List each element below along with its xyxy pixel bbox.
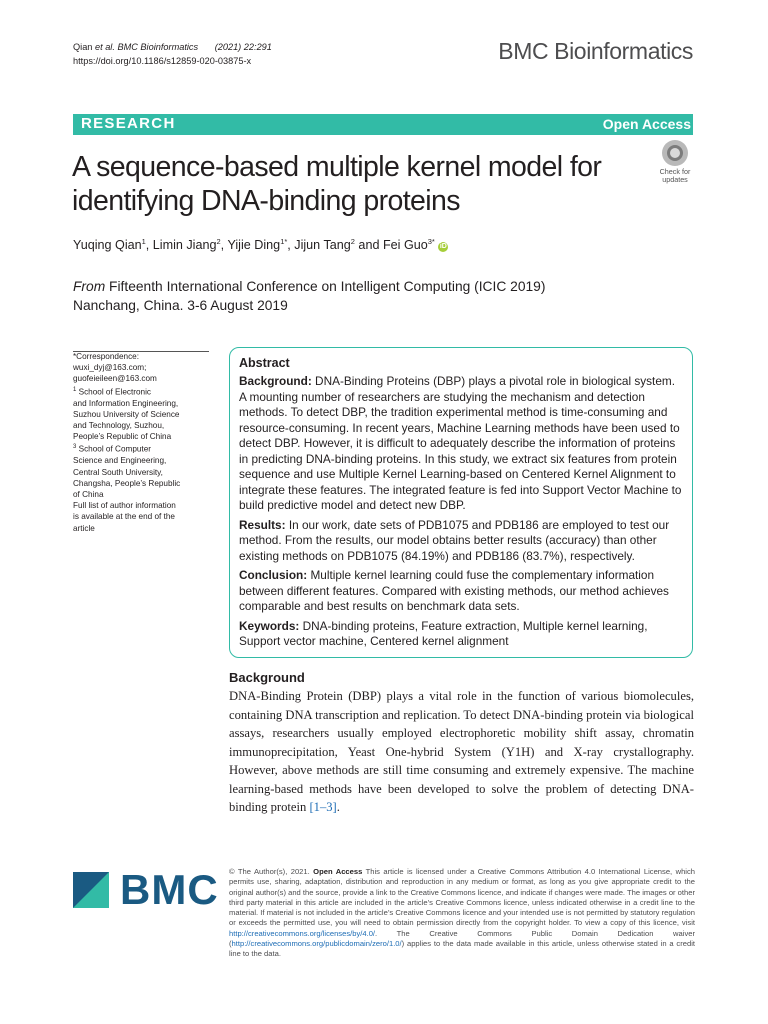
- doi-link[interactable]: https://doi.org/10.1186/s12859-020-03875-x: [73, 55, 252, 66]
- conference-location: Nanchang, China. 3-6 August 2019: [73, 298, 288, 313]
- public-domain-link[interactable]: http://creativecommons.org/publicdomain/zero/1.0/: [231, 939, 402, 949]
- reference-link[interactable]: [1–3]: [309, 800, 337, 814]
- citation: [73, 41, 272, 68]
- check-for-updates-icon: [662, 140, 688, 166]
- author-info-note: Full list of author information: [73, 501, 176, 511]
- article-title: A sequence-based multiple kernel model for identifying DNA-binding proteins: [72, 151, 602, 217]
- conference-name: Fifteenth International Conference on Intelligent Computing (ICIC 2019): [109, 279, 546, 294]
- author-name[interactable]: Jijun Tang: [294, 238, 351, 253]
- email-link[interactable]: wuxi_dyj@163.com;: [73, 363, 147, 373]
- bmc-logo-text: BMC: [120, 866, 219, 913]
- correspondence-block: *Correspondence: wuxi_dyj@163.com; guofeieileen@163.com $^1$ School of Electronic and Information Engineering, Suzhou University of Science and Technology, Suzhou, People’s Republic of China $^3$ School of Computer Science and Engineering, Central South University, Changsha, People’s Republic of China Full list of author information is available at the end of the article: [73, 351, 213, 534]
- conference-info: [73, 277, 545, 315]
- journal-name: BMC Bioinformatics: [498, 38, 693, 64]
- author-affiliation: 3*: [427, 237, 435, 246]
- article-type: RESEARCH: [81, 115, 176, 132]
- author-affiliation: 1: [141, 237, 146, 246]
- affiliation-1: $^1$ School of Electronic: [73, 386, 151, 397]
- open-access-label: Open Access: [602, 116, 691, 132]
- abstract-conclusion: Conclusion: Multiple kernel learning could fuse the complementary information between different features. Compared with existing methods, our method achieves comparable and best results on benchmark data sets.: [239, 568, 669, 613]
- license-text: © The Author(s), 2021. Open Access This article is licensed under a Creative Commons Attribution 4.0 International License, which permits use, sharing, adaptation, distribution and reproduction in any medium or format, as long as you give appropriate credit to the original author(s) and the source, provide a link to the Creative Commons licence, and indicate if changes were made. The images or other third party material in this article are included in the article’s Creative Commons licence, unless indicated otherwise in a credit line to the material. If material is not included in the article’s Creative Commons licence and your intended use is not permitted by statutory regulation or exceeds the permitted use, you will need to obtain permission directly from the copyright holder. To view a copy of this licence, visit http://creativecommons.org/licenses/by/4.0/. The Creative Commons Public Domain Dedication waiver (http://creativecommons.org/publicdomain/zero/1.0/) applies to the data made available in this article, unless otherwise stated in a credit line to the data.: [229, 867, 695, 959]
- abstract-keywords: Keywords: DNA-binding proteins, Feature extraction, Multiple kernel learning, Support vector machine, Centered kernel alignment: [239, 618, 648, 648]
- from-label: From: [73, 279, 106, 294]
- citation-line: [73, 41, 272, 55]
- author-name[interactable]: Yuqing Qian: [73, 238, 142, 253]
- email-link[interactable]: guofeieileen@163.com: [73, 374, 157, 384]
- article-type-banner: [73, 114, 693, 135]
- abstract-background: Background: DNA-Binding Proteins (DBP) plays a pivotal role in biological system. A mounting number of researchers are studying the mechanism and detection methods. To detect DBP, the tradition experimental method is time-consuming and resource-consuming. In recent years, Machine Learning methods have been used to detect DBP. However, it is difficult to adequately describe the information of proteins in predicting DNA-binding proteins. In this study, we extract six features from protein sequence and use Multiple Kernel Learning-based on Centered Kernel Alignment to integrate these features. The integrated feature is fed into Support Vector Machine to build predictive model and detect new DBP.: [239, 374, 682, 512]
- abstract-heading: Abstract: [239, 356, 290, 370]
- abstract-results: Results: In our work, date sets of PDB1075 and PDB186 are employed to test our method. From the results, our model obtains better results (accuracy) than other existing methods on PDB1075 (84.19%) and PDB186 (83.7%), respectively.: [239, 517, 670, 563]
- check-for-updates-button[interactable]: [654, 140, 696, 184]
- author-name[interactable]: Yijie Ding: [227, 238, 281, 253]
- license-link[interactable]: http://creativecommons.org/licenses/by/4.0/: [229, 928, 376, 938]
- author-affiliation: 1*: [280, 237, 288, 246]
- background-paragraph: DNA-Binding Protein (DBP) plays a vital role in the function of various biomolecules, containing DNA transcription and replication. To detect DNA-binding protein via biological assays, researchers usually employed electrophoretic mobility shift assay, chromatin immunoprecipitation, Yeast One-hybrid System (Y1H) and X-ray crystallography. However, above methods are still time consuming and extremely expensive. The machine learning-based methods have been developed to solve the problem of detecting DNA-binding protein [1–3].: [229, 689, 694, 814]
- correspondence-label: *Correspondence:: [73, 352, 139, 361]
- orcid-icon[interactable]: iD: [439, 243, 447, 251]
- author-name[interactable]: Limin Jiang: [152, 238, 217, 253]
- author-affiliation: 2: [350, 237, 355, 246]
- abstract-box: [229, 347, 693, 658]
- author-name[interactable]: Fei Guo: [382, 238, 428, 253]
- citation-journal: et al. BMC Bioinformatics: [94, 42, 199, 52]
- affiliation-3: $^3$ School of Computer: [73, 444, 151, 455]
- author-affiliation: 2: [216, 237, 221, 246]
- section-heading: Background: [229, 670, 305, 685]
- check-for-updates-label: Check for updates: [659, 167, 691, 184]
- citation-year: (2021) 22:291: [214, 42, 272, 52]
- bmc-logo-icon: [73, 872, 109, 908]
- citation-author: Qian: [73, 42, 93, 52]
- author-list: Yuqing Qian$^1$, Limin Jiang$^2$, Yijie Ding$^{1*}$, Jijun Tang$^2$ and Fei Guo$^{3*}$ iD: [73, 237, 447, 253]
